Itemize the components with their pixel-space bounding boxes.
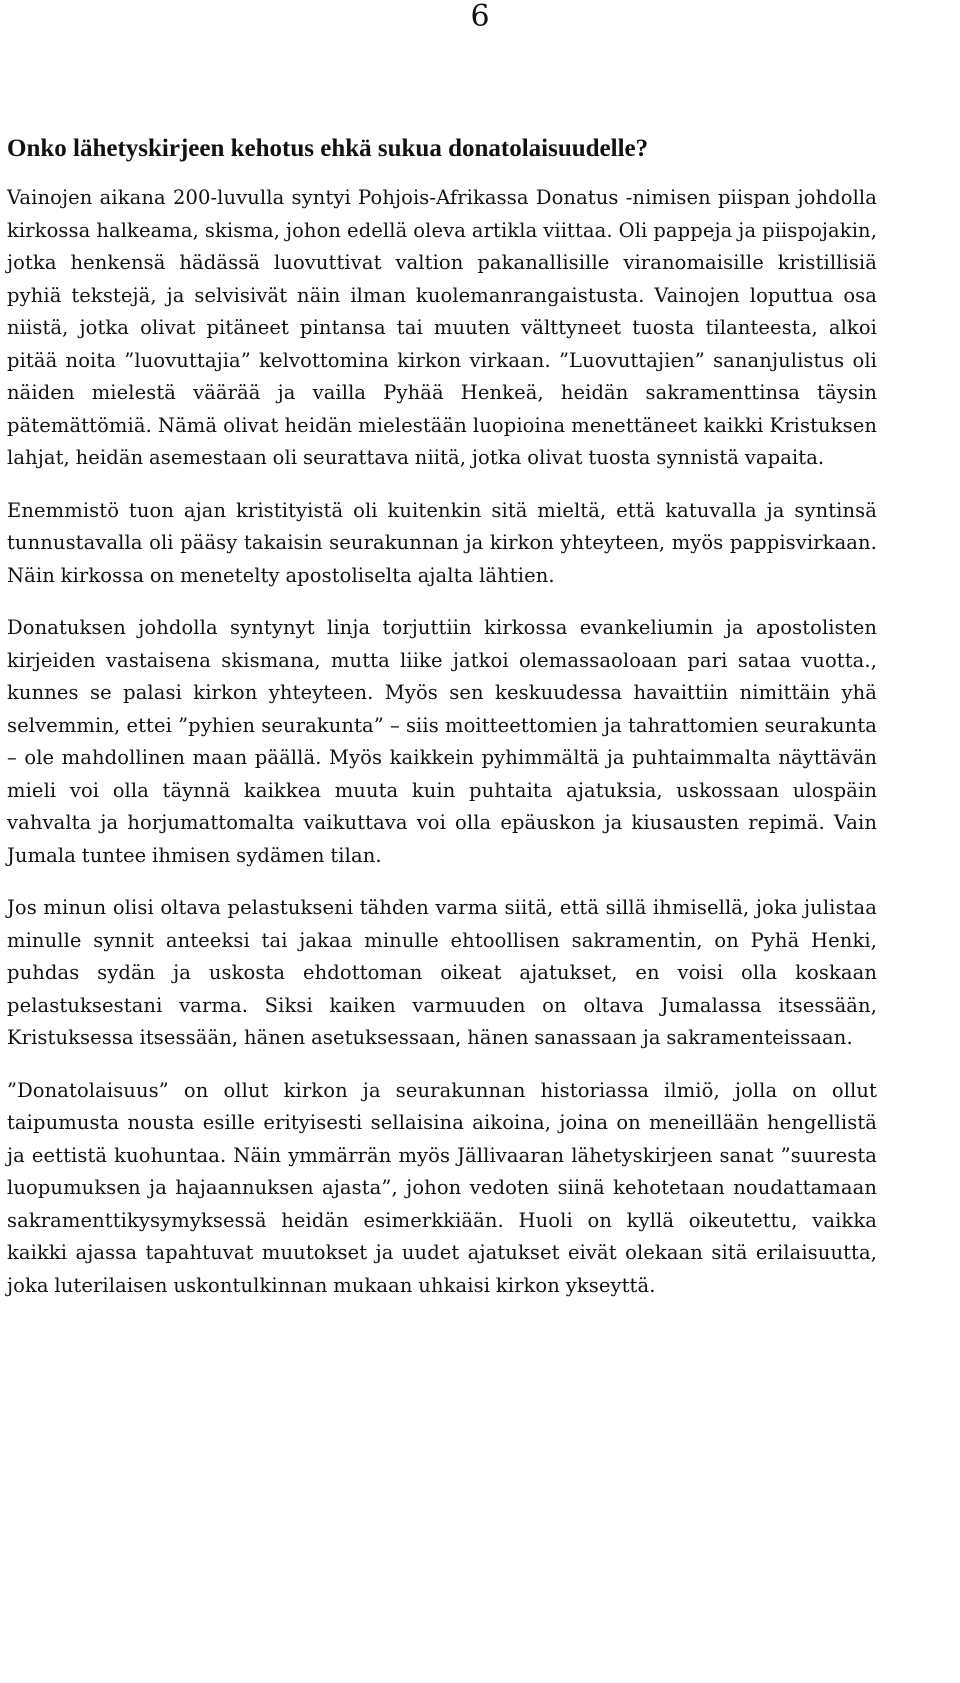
article-heading: Onko lähetyskirjeen kehotus ehkä sukua donatolaisuudelle? — [7, 135, 649, 162]
paragraph: Jos minun olisi oltava pelastukseni tähden varma siitä, että sillä ihmisellä, joka julistaa minulle synnit anteeksi tai jakaa minulle ehtoollisen sakramentin, on Pyhä Henki, puhdas sydän ja uskosta ehdottoman oikeat ajatukset, en voisi olla koskaan pelastuksestani varma. Siksi kaiken varmuuden on oltava Jumalassa itsessään, Kristuksessa itsessään, hänen asetuksessaan, hänen sanassaan ja sakramenteissaan. — [7, 896, 877, 1049]
paragraph: ”Donatolaisuus” on ollut kirkon ja seurakunnan historiassa ilmiö, jolla on ollut taipumusta nousta esille erityisesti sellaisina aikoina, joina on meneillään hengellistä ja eettistä kuohuntaa. Näin ymmärrän myös Jällivaaran lähetyskirjeen sanat ”suuresta luopumuksen ja hajaannuksen ajasta”, johon vedoten siinä kehotetaan noudattamaan sakramenttikysymyksessä heidän esimerkkiään. Huoli on kyllä oikeutettu, vaikka kaikki ajassa tapahtuvat muutokset ja uudet ajatukset eivät olekaan sitä erilaisuutta, joka luterilaisen uskontulkinnan mukaan uhkaisi kirkon ykseyttä. — [7, 1078, 877, 1297]
paragraph: Enemmistö tuon ajan kristityistä oli kuitenkin sitä mieltä, että katuvalla ja syntinsä tunnustavalla oli pääsy takaisin seurakunnan ja kirkon yhteyteen, myös pappisvirkaan. Näin kirkossa on menetelty apostoliselta ajalta lähtien. — [7, 498, 877, 587]
page-number: 6 — [470, 0, 490, 34]
article-body — [7, 120, 877, 1322]
paragraph: Donatuksen johdolla syntynyt linja torjuttiin kirkossa evankeliumin ja apostolisten kirjeiden vastaisena skismana, mutta liike jatkoi olemassaoloaan pari sataa vuotta., kunnes se palasi kirkon yhteyteen. Myös sen keskuudessa havaittiin nimittäin yhä selvemmin, ettei ”pyhien seurakunta” – siis moitteettomien ja tahrattomien seurakunta – ole mahdollinen maan päällä. Myös kaikkein pyhimmältä ja puhtaimmalta näyttävän mieli voi olla täynnä kaikkea muuta kuin puhtaita ajatuksia, uskossaan ulospäin vahvalta ja horjumattomalta vaikuttava voi olla epäuskon ja kiusausten repimä. Vain Jumala tuntee ihmisen sydämen tilan. — [7, 616, 877, 867]
paragraph: Vainojen aikana 200-luvulla syntyi Pohjois-Afrikassa Donatus -nimisen piispan johdolla kirkossa halkeama, skisma, johon edellä oleva artikla viittaa. Oli pappeja ja piispojakin, jotka henkensä hädässä luovuttivat valtion pakanallisille viranomaisille kristillisiä pyhiä tekstejä, ja selvisivät näin ilman kuolemanrangaistusta. Vainojen loputtua osa niistä, jotka olivat pitäneet pintansa tai muuten välttyneet tuosta tilanteesta, alkoi pitää noita ”luovuttajia” kelvottomina kirkon virkaan. ”Luovuttajien” sananjulistus oli näiden mielestä väärää ja vailla Pyhää Henkeä, heidän sakramenttinsa täysin pätemättömiä. Nämä olivat heidän mielestään luopioina menettäneet kaikki Kristuksen lahjat, heidän asemestaan oli seurattava niitä, jotka olivat tuosta synnistä vapaita. — [7, 186, 877, 469]
